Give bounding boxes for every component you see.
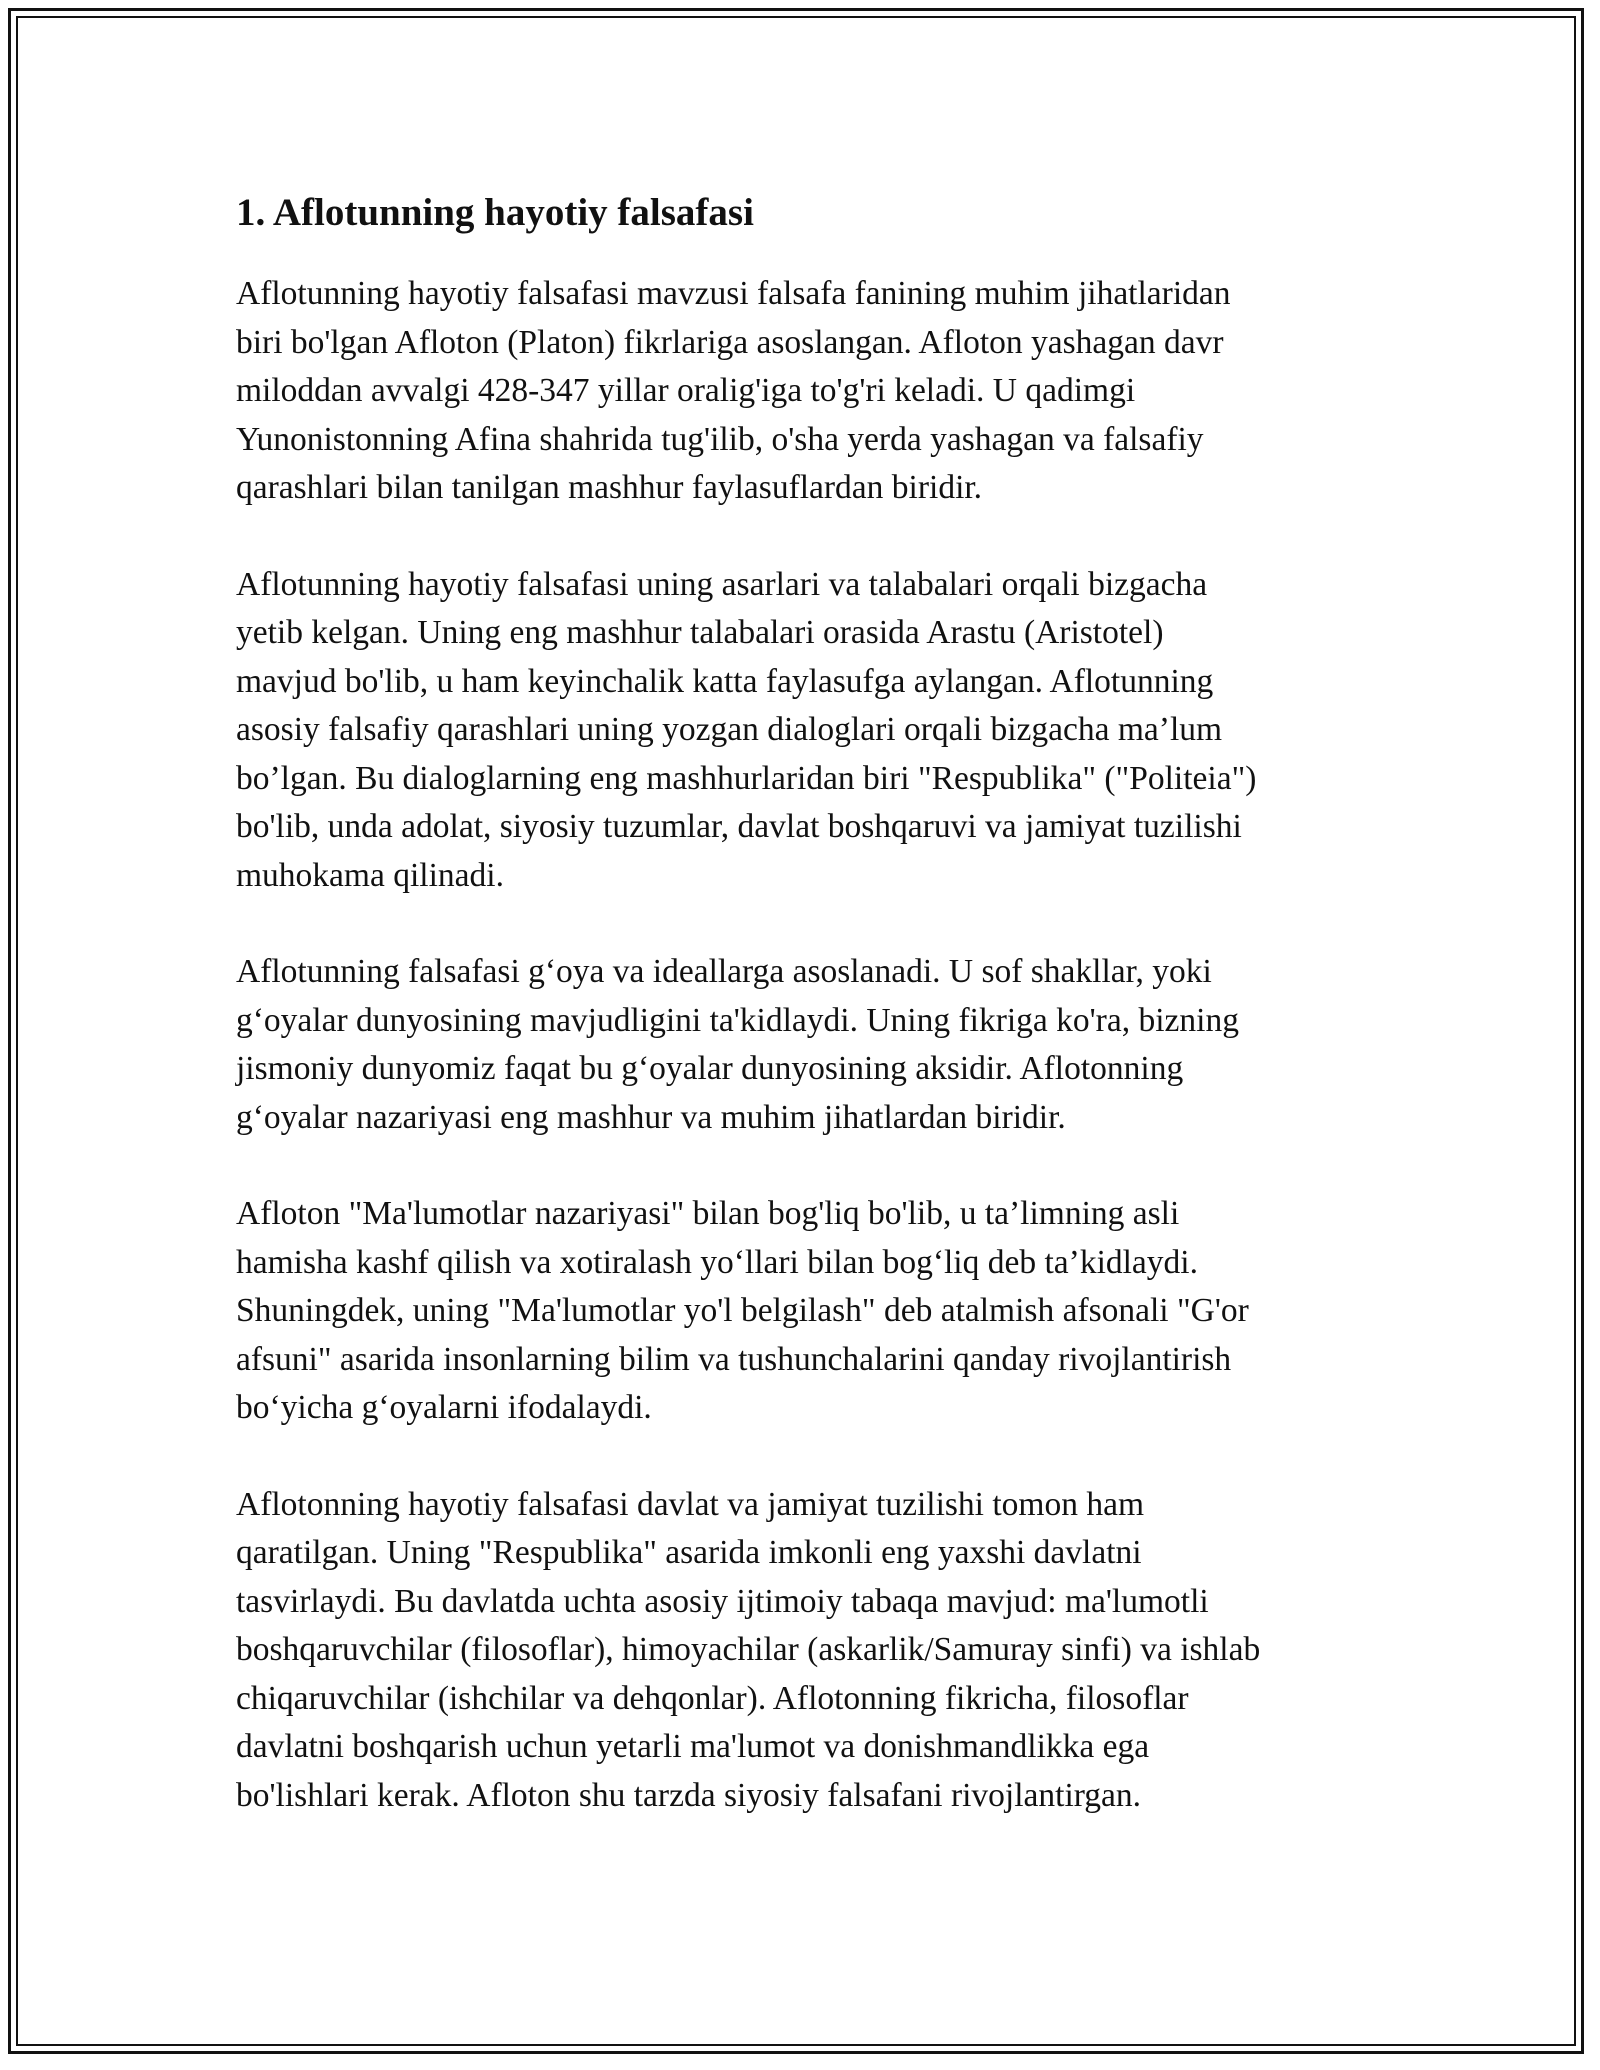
paragraph-line: g‘oyalar nazariyasi eng mashhur va muhim jihatlardan biridir.	[236, 1098, 1066, 1136]
paragraph-line: boshqaruvchilar (filosoflar), himoyachilar (askarlik/Samuray sinfi) va ishlab	[236, 1631, 1261, 1668]
paragraph-line: jismoniy dunyomiz faqat bu g‘oyalar dunyosining aksidir. Aflotonning	[236, 1050, 1184, 1087]
paragraph-line: muhokama qilinadi.	[236, 856, 504, 894]
paragraph-3	[236, 948, 1386, 1142]
paragraph-line: Aflotunning falsafasi g‘oya va ideallarga asoslanadi. U sof shakllar, yoki	[236, 953, 1212, 990]
paragraph-line: tasvirlaydi. Bu davlatda uchta asosiy ijtimoiy tabaqa mavjud: ma'lumotli	[236, 1582, 1209, 1620]
paragraph-5	[236, 1481, 1386, 1821]
paragraph-line: biri bo'lgan Afloton (Platon) fikrlariga asoslangan. Afloton yashagan davr	[236, 323, 1224, 361]
paragraph-line: bo’lgan. Bu dialoglarning eng mashhurlaridan biri "Respublika" ("Politeia")	[236, 759, 1257, 797]
paragraph-line: bo'lib, unda adolat, siyosiy tuzumlar, davlat boshqaruvi va jamiyat tuzilishi	[236, 808, 1242, 845]
paragraph-1	[236, 270, 1386, 513]
paragraph-line: asosiy falsafiy qarashlari uning yozgan dialoglari orqali bizgacha ma’lum	[236, 711, 1223, 748]
paragraph-line: miloddan avvalgi 428-347 yillar oralig'iga to'g'ri keladi. U qadimgi	[236, 372, 1136, 409]
paragraph-line: g‘oyalar dunyosining mavjudligini ta'kidlaydi. Uning fikriga ko'ra, bizning	[236, 1001, 1239, 1039]
paragraph-line: bo'lishlari kerak. Afloton shu tarzda siyosiy falsafani rivojlantirgan.	[236, 1776, 1142, 1814]
paragraph-line: Aflotunning hayotiy falsafasi mavzusi falsafa fanining muhim jihatlaridan	[236, 275, 1231, 312]
paragraph-line: chiqaruvchilar (ishchilar va dehqonlar). Aflotonning fikricha, filosoflar	[236, 1679, 1189, 1717]
paragraph-line: Shuningdek, uning "Ma'lumotlar yo'l belgilash" deb atalmish afsonali "G'or	[236, 1292, 1249, 1329]
paragraph-line: davlatni boshqarish uchun yetarli ma'lumot va donishmandlikka ega	[236, 1728, 1150, 1765]
paragraph-line: hamisha kashf qilish va xotiralash yo‘llari bilan bog‘liq deb ta’kidlaydi.	[236, 1243, 1198, 1281]
paragraph-2	[236, 561, 1386, 901]
paragraph-4	[236, 1190, 1386, 1433]
document-body	[236, 186, 1386, 1868]
paragraph-line: bo‘yicha g‘oyalarni ifodalaydi.	[236, 1389, 652, 1426]
paragraph-line: Afloton "Ma'lumotlar nazariyasi" bilan bog'liq bo'lib, u ta’limning asli	[236, 1195, 1180, 1232]
section-heading: 1. Aflotunning hayotiy falsafasi	[236, 191, 754, 234]
paragraph-line: Aflotunning hayotiy falsafasi uning asarlari va talabalari orqali bizgacha	[236, 565, 1208, 603]
paragraph-line: qarashlari bilan tanilgan mashhur faylasuflardan biridir.	[236, 469, 983, 506]
paragraph-line: afsuni" asarida insonlarning bilim va tushunchalarini qanday rivojlantirish	[236, 1340, 1232, 1378]
paragraph-line: qaratilgan. Uning "Respublika" asarida imkonli eng yaxshi davlatni	[236, 1534, 1142, 1571]
paragraph-line: yetib kelgan. Uning eng mashhur talabalari orasida Arastu (Aristotel)	[236, 614, 1164, 651]
paragraph-line: Aflotonning hayotiy falsafasi davlat va jamiyat tuzilishi tomon ham	[236, 1485, 1145, 1523]
paragraph-line: mavjud bo'lib, u ham keyinchalik katta faylasufga aylangan. Aflotunning	[236, 662, 1214, 700]
paragraph-line: Yunonistonning Afina shahrida tug'ilib, o'sha yerda yashagan va falsafiy	[236, 420, 1204, 458]
